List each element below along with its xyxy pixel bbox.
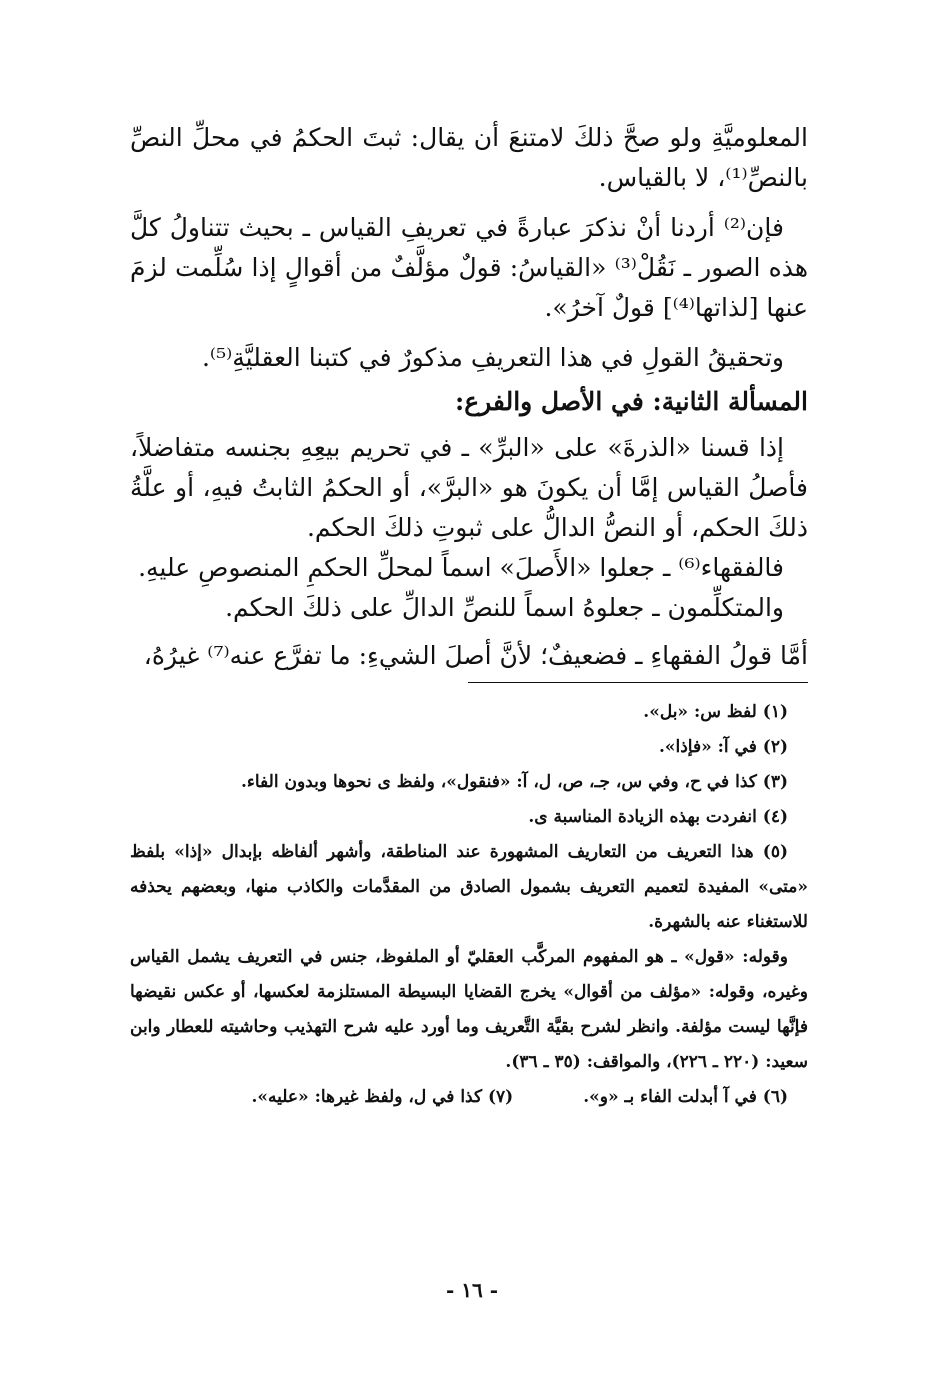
footnote-5: (٥) هذا التعريف من التعاريف المشهورة عند المناطقة، وأشهر ألفاظه بإبدال «إذا» بلفظ «متى» المفيدة لتعميم التعريف بشمول الصادق من المقدَّمات والكاذب منها، وبعضهم يحذفه للاستغناء عنه بالشهرة. — [130, 842, 808, 932]
section-title: المسألة الثانية: في الأصل والفرع: — [454, 387, 808, 416]
footnote-1: (١) لفظ س: «بل». — [643, 702, 788, 722]
paragraph-7: أمَّا قولُ الفقهاءِ ـ فضعيفٌ؛ لأنَّ أصلَ الشيءِ: ما تفرَّع عنه⁽⁷⁾ غيرُهُ، — [143, 641, 808, 670]
footnote-6: (٦) في آ أبدلت الفاء بـ «و». — [583, 1087, 788, 1107]
page-number: - ١٦ - — [445, 1278, 498, 1302]
paragraph-6: والمتكلِّمون ـ جعلوهُ اسماً للنصِّ الدالِّ على ذلكَ الحكم. — [225, 593, 784, 622]
page-body — [130, 118, 808, 1115]
footnote-3: (٣) كذا في ح، وفي س، جـ، ص، ل، آ: «فنقول»، ولفظ ى نحوها وبدون الفاء. — [240, 772, 788, 792]
paragraph-1: المعلوميَّةِ ولو صحَّ ذلكَ لامتنعَ أن يقال: ثبتَ الحكمُ في محلِّ النصِّ بالنصِّ⁽¹⁾، لا بالقياس. — [130, 123, 808, 192]
footnotes — [130, 695, 808, 1115]
paragraph-5: فالفقهاء⁽⁶⁾ ـ جعلوا «الأَصلَ» اسماً لمحلِّ الحكمِ المنصوصِ عليهِ. — [138, 553, 784, 582]
footnote-5-continued: وقوله: «قول» ـ هو المفهوم المركَّب العقليّ أو الملفوظ، جنس في التعريف يشمل القياس وغيره، وقوله: «مؤلف من أقوال» يخرج القضايا البسيطة المستلزمة لعكسها، أو عكس نقيضها فإنَّها ليست مؤلفة. وانظر لشرح بقيَّة التَّعريف وما أورد عليه شرح التهذيب وحاشيته للعطار وابن سعيد: (٢٢٠ ـ ٢٢٦)، والمواقف: (٣٥ ـ ٣٦). — [130, 947, 808, 1072]
footnote-2: (٢) في آ: «فإذا». — [658, 737, 788, 757]
paragraph-2: فإن⁽²⁾ أردنا أنْ نذكرَ عبارةً في تعريفِ القياس ـ بحيث تتناولُ كلَّ هذه الصور ـ نَقُلْ⁽³⁾ «القياسُ: قولٌ مؤلَّفٌ من أقوالٍ إذا سُلِّمت لزمَ عنها [لذاتها⁽⁴⁾] قولٌ آخرُ». — [130, 213, 809, 322]
footnotes-6-7 — [130, 1080, 808, 1115]
main-text — [130, 118, 808, 676]
footnote-4: (٤) انفردت بهذه الزيادة المناسبة ى. — [528, 807, 788, 827]
paragraph-3: وتحقيقُ القولِ في هذا التعريفِ مذكورٌ في كتبنا العقليَّةِ⁽⁵⁾. — [201, 343, 784, 372]
paragraph-4: إذا قسنا «الذرةَ» على «البرِّ» ـ في تحريم بيعِهِ بجنسه متفاضلاً، فأصلُ القياس إمَّا أن يكونَ هو «البرَّ»، أو الحكمُ الثابتُ فيهِ، أو علَّةُ ذلكَ الحكم، أو النصُّ الدالُّ على ثبوتِ ذلكَ الحكم. — [130, 433, 808, 542]
footnote-separator — [468, 682, 808, 683]
footnote-7: (٧) كذا في ل، ولفظ غيرها: «عليه». — [251, 1087, 514, 1107]
